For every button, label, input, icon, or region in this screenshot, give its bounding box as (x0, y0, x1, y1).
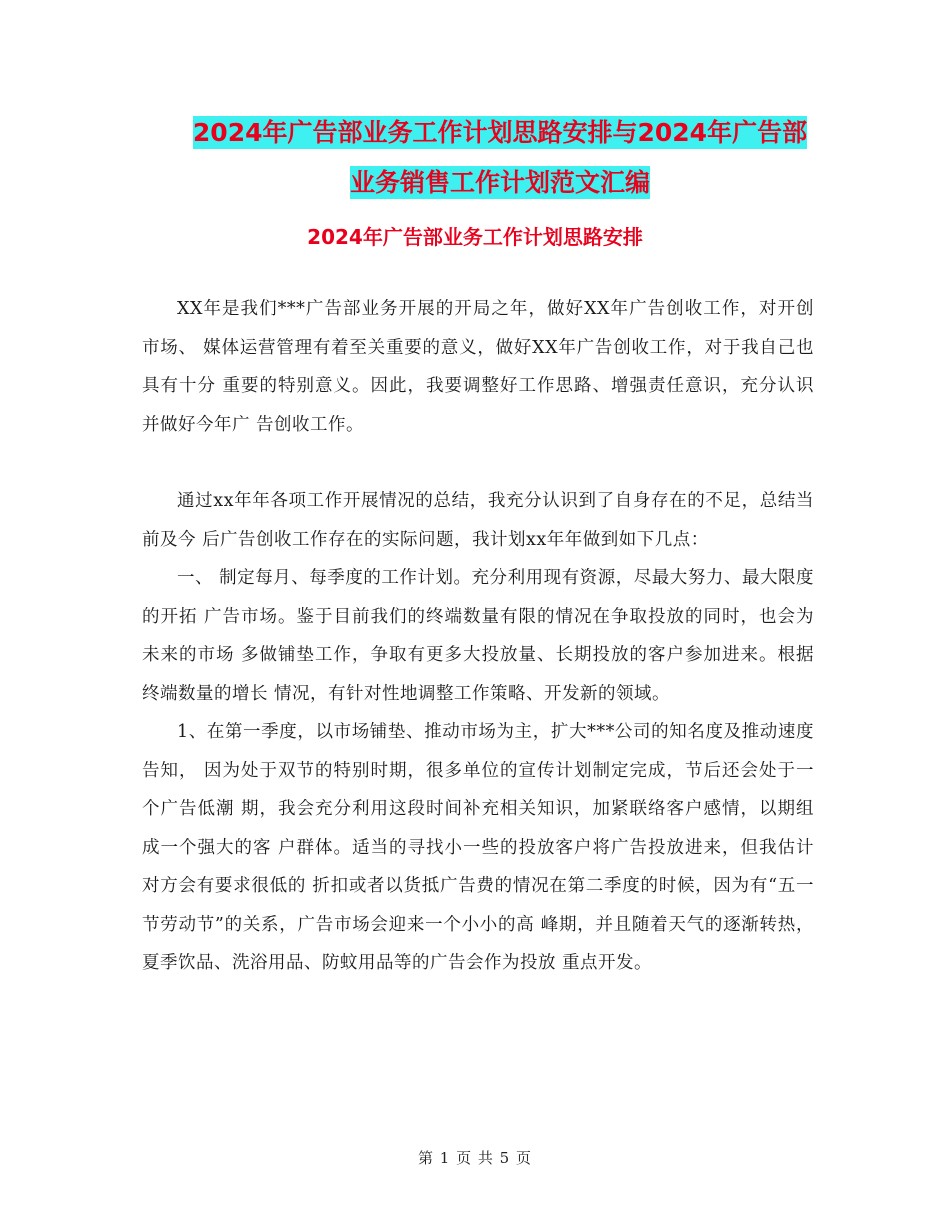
document-title (120, 108, 880, 208)
document-title-line1: 2024年广告部业务工作计划思路安排与2024年广告部 (192, 118, 808, 147)
paragraph-intro: XX年是我们***广告部业务开展的开局之年，做好XX年广告创收工作，对开创市场、 媒体运营管理有着至关重要的意义，做好XX年广告创收工作，对于我自己也具有十分 重要的特别意义。因此，我要调整好工作思路、增强责任意识，充分认识并做好今年广 告创收工作。 (142, 299, 814, 435)
page-footer: 第 1 页 共 5 页 (418, 1149, 532, 1167)
paragraph-point-one: 一、 制定每月、每季度的工作计划。充分利用现有资源，尽最大努力、最大限度的开拓 广告市场。鉴于目前我们的终端数量有限的情况在争取投放的同时，也会为未来的市场 多做铺垫工作，争取有更多大投放量、长期投放的客户参加进来。根据终端数量的增长 情况，有针对性地调整工作策略、开发新的领域。 (142, 568, 814, 704)
paragraph-summary: 通过xx年年各项工作开展情况的总结，我充分认识到了自身存在的不足，总结当前及今 后广告创收工作存在的实际问题，我计划xx年年做到如下几点： (142, 491, 814, 550)
paragraph-first-quarter: 1、在第一季度，以市场铺垫、推动市场为主，扩大***公司的知名度及推动速度告知， 因为处于双节的特别时期，很多单位的宣传计划制定完成，节后还会处于一个广告低潮 期，我会充分利用这段时间补充相关知识，加紧联络客户感情，以期组成一个强大的客 户群体。适当的寻找小一些的投放客户将广告投放进来，但我估计对方会有要求很低的 折扣或者以货抵广告费的情况在第二季度的时候，因为有“五一节劳动节”的关系，广告市场会迎来一个小小的高 峰期，并且随着天气的逐渐转热，夏季饮品、洗浴用品、防蚊用品等的广告会作为投放 重点开发。 (142, 722, 814, 973)
document-title-line2: 业务销售工作计划范文汇编 (349, 168, 650, 197)
document-body (142, 290, 814, 983)
section-title: 2024年广告部业务工作计划思路安排 (307, 225, 643, 249)
